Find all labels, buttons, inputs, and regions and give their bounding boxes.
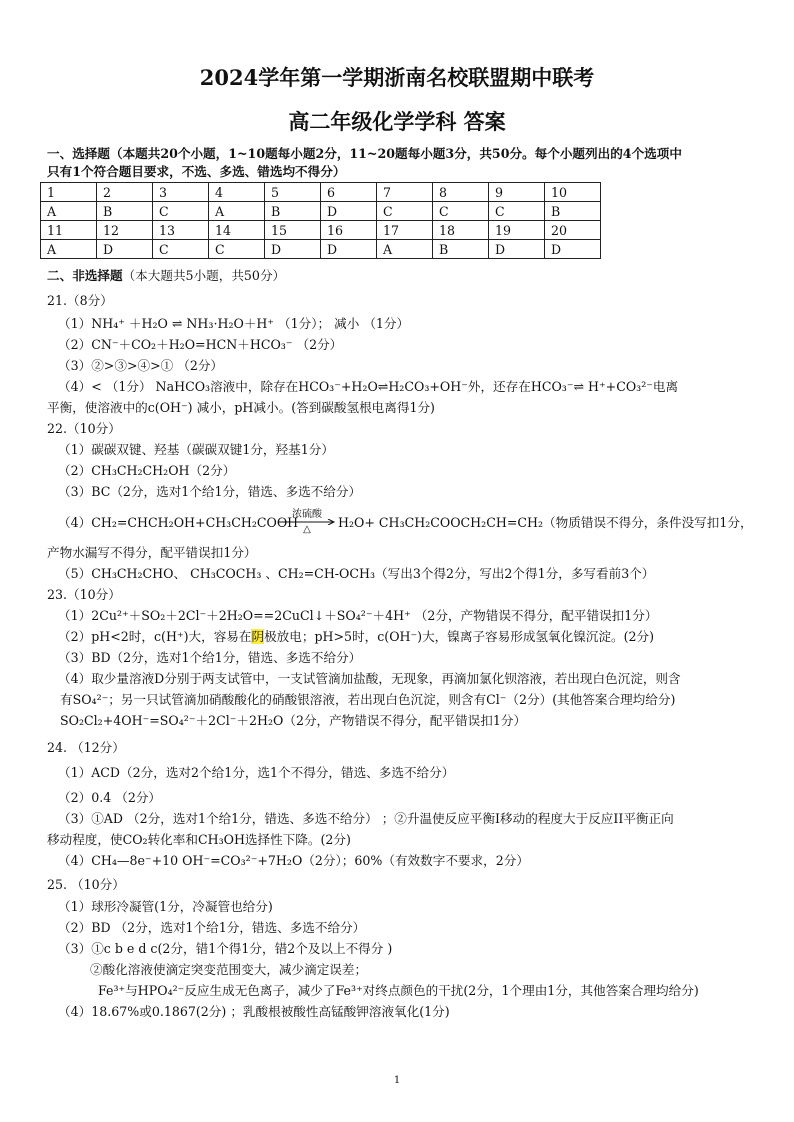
table-cell: C (377, 202, 433, 221)
q23-part2 (58, 629, 654, 645)
q21-part1: （1）NH₄⁺ ＋H₂O ⇌ NH₃·H₂O＋H⁺ （1分）； 减小 （1分） (58, 316, 410, 331)
section1-heading-line2: 只有1个符合题目要求，不选、多选、错选均不得分） (47, 164, 346, 179)
table-cell: A (209, 202, 265, 221)
section1-heading-line1: 一、选择题（本题共20个小题，1~10题每小题2分，11~20题每小题3分，共50分。每个小题列出的4个选项中 (47, 146, 682, 161)
q22-part5: （5）CH₃CH₂CHO、 CH₃COCH₃ 、CH₂=CH-OCH₃（写出3个得2分，写出2个得1分，多写看前3个） (58, 566, 655, 581)
table-cell: 16 (321, 221, 377, 240)
table-row (41, 202, 601, 221)
table-cell: D (321, 202, 377, 221)
table-cell: D (97, 240, 153, 259)
exam-title: 2024学年第一学期浙南名校联盟期中联考 (199, 65, 595, 90)
table-cell: D (545, 240, 601, 259)
q22-part3: （3）BC（2分，选对1个给1分，错选、多选不给分） (58, 484, 362, 499)
table-cell: 5 (265, 183, 321, 202)
reaction-condition-bottom: △ (303, 524, 311, 535)
q23-part2-end: 极放电；pH>5时，c(OH⁻)大，镍离子容易形成氢氧化镍沉淀。(2分) (264, 629, 655, 644)
q25-part4: （4）18.67%或0.1867(2分) ；乳酸根被酸性高锰酸钾溶液氧化(1分) (58, 1004, 450, 1019)
section2-heading-bold: 二、非选择题 (47, 268, 123, 283)
q21-part2: （2）CN⁻＋CO₂＋H₂O=HCN＋HCO₃⁻ （2分） (58, 337, 343, 352)
table-row (41, 183, 601, 202)
q25-part3-reason1: ②酸化溶液使滴定突变范围变大，减少滴定误差； (90, 962, 368, 977)
q22-part4-cont: 产物水漏写不得分，配平错误扣1分） (47, 545, 257, 560)
table-cell: A (41, 240, 97, 259)
q23-heading: 23.（10分） (47, 587, 121, 602)
table-cell: 9 (489, 183, 545, 202)
table-cell: D (321, 240, 377, 259)
q23-part1: （1）2Cu²⁺＋SO₂＋2Cl⁻＋2H₂O==2CuCl↓＋SO₄²⁻＋4H⁺ （2分，产物错误不得分，配平错误扣1分） (58, 608, 658, 623)
table-cell: B (265, 202, 321, 221)
table-cell: C (153, 240, 209, 259)
table-cell: B (97, 202, 153, 221)
table-cell: 1 (41, 183, 97, 202)
table-cell: B (545, 202, 601, 221)
table-cell: 4 (209, 183, 265, 202)
table-cell: 10 (545, 183, 601, 202)
table-cell: 14 (209, 221, 265, 240)
q24-part3-cont: 移动程度，使CO₂转化率和CH₃OH选择性下降。(2分) (47, 832, 351, 847)
table-row (41, 240, 601, 259)
q24-part1: （1）ACD（2分，选对2个给1分，选1个不得分，错选、多选不给分） (58, 765, 455, 780)
q24-part3: （3）①AD （2分，选对1个给1分，错选、多选不给分） ；②升温使反应平衡I移动的程度大于反应II平衡正向 (58, 811, 674, 826)
q22-part4-products: H₂O+ CH₃CH₂COOCH₂CH=CH₂（物质错误不得分，条件没写扣1分， (338, 515, 753, 530)
q23-part3: （3）BD（2分，选对1个给1分，错选、多选不给分） (58, 650, 362, 665)
table-cell: D (265, 240, 321, 259)
q25-heading: 25. （10分） (47, 877, 125, 892)
section2-heading-rest: （本大题共5小题，共50分） (122, 268, 286, 283)
table-cell: 13 (153, 221, 209, 240)
table-cell: 8 (433, 183, 489, 202)
q23-part2-start: （2）pH<2时，c(H⁺)大，容易在 (58, 629, 252, 644)
answer-table (40, 182, 601, 259)
table-cell: 15 (265, 221, 321, 240)
table-cell: 19 (489, 221, 545, 240)
q24-part2: （2）0.4 （2分） (58, 790, 162, 805)
table-cell: 6 (321, 183, 377, 202)
table-cell: 18 (433, 221, 489, 240)
table-cell: 11 (41, 221, 97, 240)
table-cell: A (41, 202, 97, 221)
reaction-condition-top: 浓硫酸 (292, 509, 322, 520)
q23-part4-cont1: 有SO₄²⁻；另一只试管滴加硝酸酸化的硝酸银溶液，若出现白色沉淀，则含有Cl⁻（2分）(其他答案合理均给分) (60, 692, 676, 707)
table-cell: 20 (545, 221, 601, 240)
q25-part3: （3）①c b e d c(2分，错1个得1分，错2个及以上不得分 ) (58, 941, 393, 956)
q22-part2: （2）CH₃CH₂CH₂OH（2分） (58, 463, 236, 478)
highlighted-text: 阴 (251, 629, 265, 644)
table-cell: C (433, 202, 489, 221)
table-cell: C (209, 240, 265, 259)
table-cell: D (489, 240, 545, 259)
table-cell: 12 (97, 221, 153, 240)
q21-heading: 21.（8分） (47, 293, 113, 308)
table-cell: 7 (377, 183, 433, 202)
q25-part3-reason2: Fe³⁺与HPO₄²⁻反应生成无色离子，减少了Fe³⁺对终点颜色的干扰(2分，1个理由1分，其他答案合理均给分) (98, 983, 699, 998)
section2-heading (47, 268, 285, 284)
q24-part4: （4）CH₄—8e⁻+10 OH⁻=CO₃²⁻+7H₂O（2分）；60%（有效数字不要求，2分） (58, 853, 529, 868)
exam-subtitle: 高二年级化学学科 答案 (288, 109, 506, 134)
q21-part4-cont: 平衡，使溶液中的c(OH⁻) 减小，pH减小。(答到碳酸氢根电离得1分) (47, 400, 435, 415)
q22-part4-reactants: （4）CH₂=CHCH₂OH+CH₃CH₂COOH (58, 515, 299, 530)
q23-part4: （4）取少量溶液D分别于两支试管中，一支试管滴加盐酸，无现象，再滴加氯化钡溶液，若出现白色沉淀，则含 (58, 671, 681, 686)
table-cell: C (153, 202, 209, 221)
q25-part2: （2）BD （2分，选对1个给1分，错选、多选不给分） (58, 920, 366, 935)
table-cell: 17 (377, 221, 433, 240)
table-row (41, 221, 601, 240)
table-cell: C (489, 202, 545, 221)
q23-part4-cont2: SO₂Cl₂+4OH⁻=SO₄²⁻＋2Cl⁻＋2H₂O（2分，产物错误不得分，配平错误扣1分） (60, 713, 527, 728)
table-cell: 2 (97, 183, 153, 202)
q21-part3: （3）②>③>④>① （2分） (58, 358, 224, 373)
q22-heading: 22.（10分） (47, 421, 121, 436)
page-number: 1 (393, 1075, 401, 1086)
q25-part1: （1）球形冷凝管(1分，冷凝管也给分) (58, 899, 273, 914)
table-cell: A (377, 240, 433, 259)
q21-part4: （4）< （1分） NaHCO₃溶液中，除存在HCO₃⁻+H₂O⇌H₂CO₃+OH⁻外，还存在HCO₃⁻⇌ H⁺+CO₃²⁻电离 (58, 379, 679, 394)
table-cell: 3 (153, 183, 209, 202)
q24-heading: 24. （12分） (47, 740, 125, 755)
q22-part1: （1）碳碳双键、羟基（碳碳双键1分，羟基1分） (58, 442, 334, 457)
table-cell: B (433, 240, 489, 259)
